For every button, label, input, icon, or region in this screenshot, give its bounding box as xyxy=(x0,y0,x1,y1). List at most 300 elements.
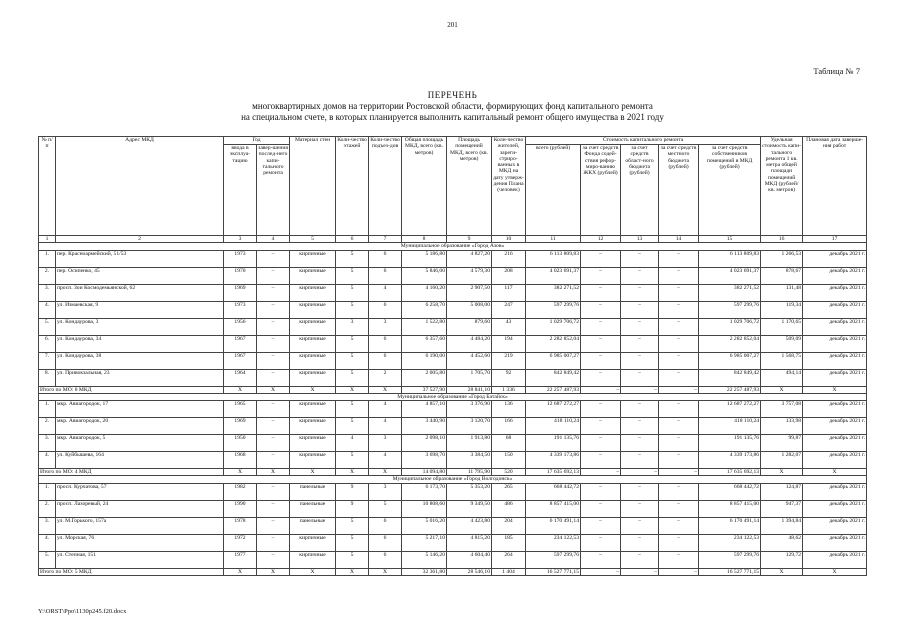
table-cell: 947,37 xyxy=(761,500,803,517)
table-cell: – xyxy=(621,284,659,301)
table-cell: 1 568,75 xyxy=(761,352,803,369)
total-cell: 28 546,10 xyxy=(447,568,492,575)
table-cell: – xyxy=(257,284,290,301)
total-cell: X xyxy=(803,568,867,575)
table-cell: декабрь 2021 г. xyxy=(803,318,867,335)
table-cell: 1973 xyxy=(224,301,257,318)
total-cell: 37 527,90 xyxy=(402,386,447,393)
table-cell: ул. Степная, 151 xyxy=(56,551,224,568)
table-cell: 1 282,07 xyxy=(761,452,803,469)
table-cell: 5 008,00 xyxy=(447,301,492,318)
table-cell: – xyxy=(581,369,621,386)
table-cell: 6 xyxy=(369,551,402,568)
table-cell: 4 604,40 xyxy=(447,551,492,568)
table-cell: 3 120,70 xyxy=(447,418,492,435)
table-cell: – xyxy=(659,534,699,551)
header-year-last-repair: завер-шения послед-него капи-тального ремонта xyxy=(257,145,290,236)
table-cell: 208 xyxy=(492,267,526,284)
column-number: 6 xyxy=(336,236,369,243)
table-cell: ул. Кондаурова, 3 xyxy=(56,318,224,335)
total-cell: 1 336 xyxy=(492,386,526,393)
table-cell: 597 299,76 xyxy=(526,551,581,568)
table-cell: – xyxy=(581,500,621,517)
total-cell: – xyxy=(659,386,699,393)
total-cell: 1 404 xyxy=(492,568,526,575)
table-cell: 234 122,53 xyxy=(699,534,761,551)
total-label: Итого по МО: 8 МКД xyxy=(39,386,224,393)
document-title xyxy=(0,90,905,123)
table-cell: декабрь 2021 г. xyxy=(803,301,867,318)
column-number-row xyxy=(39,236,867,243)
table-cell: просп. Курчатова, 57 xyxy=(56,483,224,500)
table-cell: 1969 xyxy=(224,284,257,301)
total-cell: 17 635 692,13 xyxy=(526,469,581,476)
table-cell: 2 907,50 xyxy=(447,284,492,301)
table-cell: кирпичные xyxy=(290,418,336,435)
table-cell: 2. xyxy=(39,418,56,435)
table-cell: – xyxy=(621,500,659,517)
table-cell: – xyxy=(581,435,621,452)
table-cell: 4 xyxy=(369,401,402,418)
municipality-row xyxy=(39,476,867,483)
title-line-2: многоквартирных домов на территории Ростовской области, формирующих фонд капитального ремонта xyxy=(252,101,653,111)
header-cost-group: Стоимость капитального ремонта xyxy=(526,137,761,145)
table-cell: 597 299,76 xyxy=(699,301,761,318)
table-cell: панельные xyxy=(290,483,336,500)
header-cost-owners: за счет средств собственников помещений в МКД (рублей) xyxy=(699,145,761,236)
table-cell: 6 xyxy=(369,335,402,352)
table-cell: ул. Куйбышева, 164 xyxy=(56,452,224,469)
table-cell: 3 xyxy=(369,483,402,500)
table-cell: 6 xyxy=(369,301,402,318)
total-row xyxy=(39,469,867,476)
table-cell: 131,48 xyxy=(761,284,803,301)
table-cell: 382 271,52 xyxy=(526,284,581,301)
table-cell: кирпичные xyxy=(290,267,336,284)
table-cell: 6 xyxy=(369,250,402,267)
header-cost-local: за счет средств местного бюджета (рублей) xyxy=(659,145,699,236)
table-cell: 4 xyxy=(369,284,402,301)
total-cell: – xyxy=(581,568,621,575)
table-row xyxy=(39,435,867,452)
table-cell: 4 857,10 xyxy=(402,401,447,418)
table-cell: – xyxy=(257,500,290,517)
header-wall: Материал стен xyxy=(290,137,336,236)
table-cell: – xyxy=(581,551,621,568)
table-cell: декабрь 2021 г. xyxy=(803,517,867,534)
table-cell: – xyxy=(659,250,699,267)
table-cell: 5 xyxy=(336,335,369,352)
table-cell: 6 xyxy=(369,534,402,551)
table-cell: 1982 xyxy=(224,483,257,500)
table-cell: 1 522,80 xyxy=(402,318,447,335)
table-cell: 486 xyxy=(492,500,526,517)
table-cell: ул. Кондаурова, 38 xyxy=(56,352,224,369)
table-cell: – xyxy=(659,267,699,284)
table-cell: 3 698,70 xyxy=(402,452,447,469)
table-cell: 878,67 xyxy=(761,267,803,284)
total-cell: 22 257 487,93 xyxy=(699,386,761,393)
column-number: 1 xyxy=(39,236,56,243)
table-cell: – xyxy=(257,250,290,267)
table-cell: – xyxy=(581,401,621,418)
table-row xyxy=(39,534,867,551)
table-cell: ул. Измаевская, 9 xyxy=(56,301,224,318)
table-cell: просп. Зои Космодемьянской, 62 xyxy=(56,284,224,301)
table-cell: – xyxy=(581,517,621,534)
table-cell: кирпичные xyxy=(290,534,336,551)
table-cell: 4 xyxy=(369,418,402,435)
table-cell: – xyxy=(659,284,699,301)
table-cell: 119,34 xyxy=(761,301,803,318)
table-cell: 494,14 xyxy=(761,369,803,386)
table-cell: 597 299,76 xyxy=(526,301,581,318)
table-cell: – xyxy=(659,401,699,418)
table-cell: 4 827,20 xyxy=(447,250,492,267)
table-cell: кирпичные xyxy=(290,335,336,352)
table-cell: 5 353,20 xyxy=(447,483,492,500)
table-cell: 6 xyxy=(369,352,402,369)
table-cell: 1 913,80 xyxy=(447,435,492,452)
table-cell: 1967 xyxy=(224,335,257,352)
total-cell: X xyxy=(336,386,369,393)
table-cell: 204 xyxy=(492,517,526,534)
column-number: 11 xyxy=(526,236,581,243)
table-cell: 1973 xyxy=(224,250,257,267)
table-cell: ул. Морская, 76 xyxy=(56,534,224,551)
table-cell: – xyxy=(659,318,699,335)
table-cell: 2 098,10 xyxy=(402,435,447,452)
table-cell: 191 135,76 xyxy=(526,435,581,452)
table-cell: декабрь 2021 г. xyxy=(803,483,867,500)
table-cell: – xyxy=(257,435,290,452)
column-number: 8 xyxy=(402,236,447,243)
table-cell: 5 217,10 xyxy=(402,534,447,551)
table-cell: просп. Лазоревый, 24 xyxy=(56,500,224,517)
table-cell: мкр. Авиагородок, 5 xyxy=(56,435,224,452)
table-cell: – xyxy=(257,335,290,352)
table-row xyxy=(39,418,867,435)
table-cell: – xyxy=(581,352,621,369)
total-cell: – xyxy=(621,568,659,575)
table-cell: ул. Кондаурова, 34 xyxy=(56,335,224,352)
column-number: 7 xyxy=(369,236,402,243)
table-cell: 1. xyxy=(39,250,56,267)
table-cell: 216 xyxy=(492,250,526,267)
table-cell: 4 160,20 xyxy=(402,284,447,301)
table-cell: – xyxy=(581,418,621,435)
table-cell: панельные xyxy=(290,500,336,517)
total-cell: – xyxy=(621,386,659,393)
table-cell: – xyxy=(621,250,659,267)
header-residents: Коли-чество жителей, зареги-стриро-ванных в МКД на дату утверж-дения Плана (человек) xyxy=(492,137,526,236)
table-cell: декабрь 2021 г. xyxy=(803,335,867,352)
table-cell: 2 xyxy=(369,369,402,386)
table-cell: 3 384,50 xyxy=(447,452,492,469)
table-cell: – xyxy=(581,284,621,301)
header-address: Адрес МКД xyxy=(56,137,224,236)
table-cell: 5 xyxy=(336,301,369,318)
table-cell: 4 815,20 xyxy=(447,534,492,551)
table-cell: 8. xyxy=(39,369,56,386)
table-cell: 1 170,65 xyxy=(761,318,803,335)
table-cell: – xyxy=(621,435,659,452)
table-cell: 5 146,20 xyxy=(402,551,447,568)
table-cell: 5 xyxy=(336,517,369,534)
table-cell: пер. Красноармейский, 51/53 xyxy=(56,250,224,267)
table-row xyxy=(39,401,867,418)
table-cell: 5 xyxy=(336,250,369,267)
table-row xyxy=(39,517,867,534)
total-cell: – xyxy=(659,469,699,476)
table-cell: 6 xyxy=(369,517,402,534)
table-cell: 5 xyxy=(336,534,369,551)
table-cell: 4 339 173,86 xyxy=(699,452,761,469)
table-cell: 4 xyxy=(336,435,369,452)
table-cell: 4. xyxy=(39,452,56,469)
table-cell: 3 376,90 xyxy=(447,401,492,418)
table-cell: 185 xyxy=(492,534,526,551)
table-cell: декабрь 2021 г. xyxy=(803,551,867,568)
total-cell: X xyxy=(803,469,867,476)
total-cell: 14 094,80 xyxy=(402,469,447,476)
column-number: 14 xyxy=(659,236,699,243)
table-cell: – xyxy=(581,335,621,352)
table-cell: 1964 xyxy=(224,369,257,386)
table-cell: ул. Привокзальная, 23 xyxy=(56,369,224,386)
table-cell: 8 857 415,00 xyxy=(526,500,581,517)
table-cell: 3. xyxy=(39,284,56,301)
total-cell: X xyxy=(224,386,257,393)
table-cell: кирпичные xyxy=(290,452,336,469)
table-cell: 117 xyxy=(492,284,526,301)
column-number: 10 xyxy=(492,236,526,243)
table-cell: – xyxy=(659,369,699,386)
table-cell: декабрь 2021 г. xyxy=(803,401,867,418)
total-cell: X xyxy=(224,469,257,476)
total-cell: X xyxy=(257,469,290,476)
table-cell: декабрь 2021 г. xyxy=(803,500,867,517)
table-cell: 5 xyxy=(336,369,369,386)
table-cell: 191 135,76 xyxy=(699,435,761,452)
municipality-name: Муниципальное образование «Город Волгодонск» xyxy=(39,476,867,483)
table-cell: – xyxy=(621,517,659,534)
table-cell: 5 xyxy=(336,452,369,469)
table-cell: – xyxy=(257,452,290,469)
table-cell: – xyxy=(659,435,699,452)
table-cell: – xyxy=(621,551,659,568)
total-cell: – xyxy=(581,469,621,476)
table-cell: 1. xyxy=(39,401,56,418)
table-row xyxy=(39,335,867,352)
table-cell: – xyxy=(257,267,290,284)
column-number: 5 xyxy=(290,236,336,243)
table-cell: 4 023 691,37 xyxy=(699,267,761,284)
table-cell: декабрь 2021 г. xyxy=(803,435,867,452)
table-row xyxy=(39,551,867,568)
table-row xyxy=(39,452,867,469)
table-cell: 124,87 xyxy=(761,483,803,500)
table-cell: 6 173,70 xyxy=(402,483,447,500)
table-cell: 2 282 852,04 xyxy=(526,335,581,352)
header-entrances: Коли-чество подъез-дов xyxy=(369,137,402,236)
header-cost-fund: за счет средств Фонда содей-ствия рефор-миро-ванию ЖКХ (рублей) xyxy=(581,145,621,236)
total-cell: X xyxy=(803,386,867,393)
column-number: 3 xyxy=(224,236,257,243)
table-cell: 2. xyxy=(39,267,56,284)
table-cell: кирпичные xyxy=(290,318,336,335)
table-cell: – xyxy=(621,301,659,318)
title-line-1: ПЕРЕЧЕНЬ xyxy=(427,90,478,100)
table-cell: – xyxy=(621,401,659,418)
table-cell: 9 xyxy=(336,500,369,517)
total-cell: X xyxy=(290,568,336,575)
footer-file-path: Y:\ORST\Ppo\1130p245.f20.docx xyxy=(38,608,127,615)
header-premises-area: Площадь помещений МКД, всего (кв. метров) xyxy=(447,137,492,236)
table-cell: 6 170 491,14 xyxy=(526,517,581,534)
table-cell: декабрь 2021 г. xyxy=(803,250,867,267)
table-cell: 6 xyxy=(369,267,402,284)
table-cell: 48,62 xyxy=(761,534,803,551)
column-number: 15 xyxy=(699,236,761,243)
total-cell: X xyxy=(761,568,803,575)
table-cell: – xyxy=(621,352,659,369)
table-cell: – xyxy=(581,267,621,284)
table-cell: декабрь 2021 г. xyxy=(803,352,867,369)
total-cell: X xyxy=(369,469,402,476)
table-cell: 5. xyxy=(39,551,56,568)
page-number: 201 xyxy=(447,21,458,29)
table-cell: 1967 xyxy=(224,352,257,369)
table-cell: – xyxy=(659,352,699,369)
table-cell: – xyxy=(621,483,659,500)
table-cell: 194 xyxy=(492,335,526,352)
table-cell: – xyxy=(621,318,659,335)
column-number: 13 xyxy=(621,236,659,243)
municipality-name: Муниципальное образование «Город Азов» xyxy=(39,243,867,250)
table-cell: – xyxy=(659,500,699,517)
table-cell: 3 xyxy=(336,318,369,335)
table-cell: 133,98 xyxy=(761,418,803,435)
column-number: 12 xyxy=(581,236,621,243)
table-cell: кирпичные xyxy=(290,352,336,369)
table-cell: 166 xyxy=(492,418,526,435)
total-cell: 520 xyxy=(492,469,526,476)
municipality-name: Муниципальное образование «Город Батайск» xyxy=(39,393,867,400)
table-label: Таблица № 7 xyxy=(813,66,860,76)
total-cell: X xyxy=(369,386,402,393)
table-cell: 5 xyxy=(336,352,369,369)
table-cell: 418 110,24 xyxy=(526,418,581,435)
table-cell: 3 757,08 xyxy=(761,401,803,418)
table-body xyxy=(39,236,867,576)
table-cell: 10 808,60 xyxy=(402,500,447,517)
header-unit-cost: Удельная стоимость капи-тального ремонта 1 кв. метра общей площади помещений МКД (рублей/ кв. метров) xyxy=(761,137,803,236)
table-cell: 5 xyxy=(369,500,402,517)
table-cell: 6 190,00 xyxy=(402,352,447,369)
table-cell: декабрь 2021 г. xyxy=(803,267,867,284)
table-cell: 1968 xyxy=(224,452,257,469)
table-cell: 4 484,20 xyxy=(447,335,492,352)
table-cell: 3 xyxy=(369,435,402,452)
table-cell: 12 687 272,27 xyxy=(526,401,581,418)
column-number: 17 xyxy=(803,236,867,243)
table-cell: – xyxy=(659,483,699,500)
table-cell: 5 846,00 xyxy=(402,267,447,284)
table-cell: 5 016,20 xyxy=(402,517,447,534)
total-cell: X xyxy=(369,568,402,575)
table-cell: – xyxy=(659,418,699,435)
table-cell: 5 xyxy=(336,284,369,301)
table-cell: 382 271,52 xyxy=(699,284,761,301)
total-cell: 22 257 487,93 xyxy=(526,386,581,393)
table-cell: 4 339 173,86 xyxy=(526,452,581,469)
table-cell: 5 xyxy=(336,401,369,418)
table-cell: 150 xyxy=(492,452,526,469)
table-cell: декабрь 2021 г. xyxy=(803,534,867,551)
table-cell: 1 394,84 xyxy=(761,517,803,534)
table-cell: 2. xyxy=(39,500,56,517)
table-cell: 1978 xyxy=(224,517,257,534)
total-cell: – xyxy=(659,568,699,575)
table-cell: – xyxy=(659,301,699,318)
table-cell: 4 452,60 xyxy=(447,352,492,369)
table-cell: кирпичные xyxy=(290,250,336,267)
table-cell: – xyxy=(621,534,659,551)
table-cell: 9 349,50 xyxy=(447,500,492,517)
table-cell: – xyxy=(621,267,659,284)
total-cell: 28 841,10 xyxy=(447,386,492,393)
total-cell: 16 527 771,15 xyxy=(526,568,581,575)
table-cell: 1. xyxy=(39,483,56,500)
header-no: № п/п xyxy=(39,137,56,236)
total-cell: 11 795,90 xyxy=(447,469,492,476)
table-cell: 4. xyxy=(39,301,56,318)
table-cell: – xyxy=(581,250,621,267)
table-cell: 879,60 xyxy=(447,318,492,335)
total-cell: X xyxy=(257,568,290,575)
table-cell: 129,72 xyxy=(761,551,803,568)
table-cell: 1990 xyxy=(224,500,257,517)
header-total-area: Общая площадь МКД, всего (кв. метров) xyxy=(402,137,447,236)
table-cell: 1970 xyxy=(224,267,257,284)
table-cell: 264 xyxy=(492,551,526,568)
table-cell: 247 xyxy=(492,301,526,318)
header-cost-total: всего (рублей) xyxy=(526,145,581,236)
table-cell: 1965 xyxy=(224,401,257,418)
table-cell: 5. xyxy=(39,318,56,335)
table-cell: мкр. Авиагородок, 20 xyxy=(56,418,224,435)
total-cell: X xyxy=(290,386,336,393)
table-cell: декабрь 2021 г. xyxy=(803,452,867,469)
total-cell: X xyxy=(761,386,803,393)
table-cell: 6. xyxy=(39,335,56,352)
table-cell: 234 122,53 xyxy=(526,534,581,551)
table-cell: кирпичные xyxy=(290,401,336,418)
table-row xyxy=(39,318,867,335)
table-cell: 3. xyxy=(39,435,56,452)
table-cell: 1 029 706,72 xyxy=(526,318,581,335)
table-cell: 99,87 xyxy=(761,435,803,452)
table-cell: кирпичные xyxy=(290,369,336,386)
table-cell: 6 170 491,14 xyxy=(699,517,761,534)
column-number: 9 xyxy=(447,236,492,243)
table-cell: 265 xyxy=(492,483,526,500)
total-cell: 16 527 771,15 xyxy=(699,568,761,575)
table-cell: 842 849,42 xyxy=(526,369,581,386)
header-year-commission: ввода в эксплуа-тацию xyxy=(224,145,257,236)
table-cell: – xyxy=(659,517,699,534)
